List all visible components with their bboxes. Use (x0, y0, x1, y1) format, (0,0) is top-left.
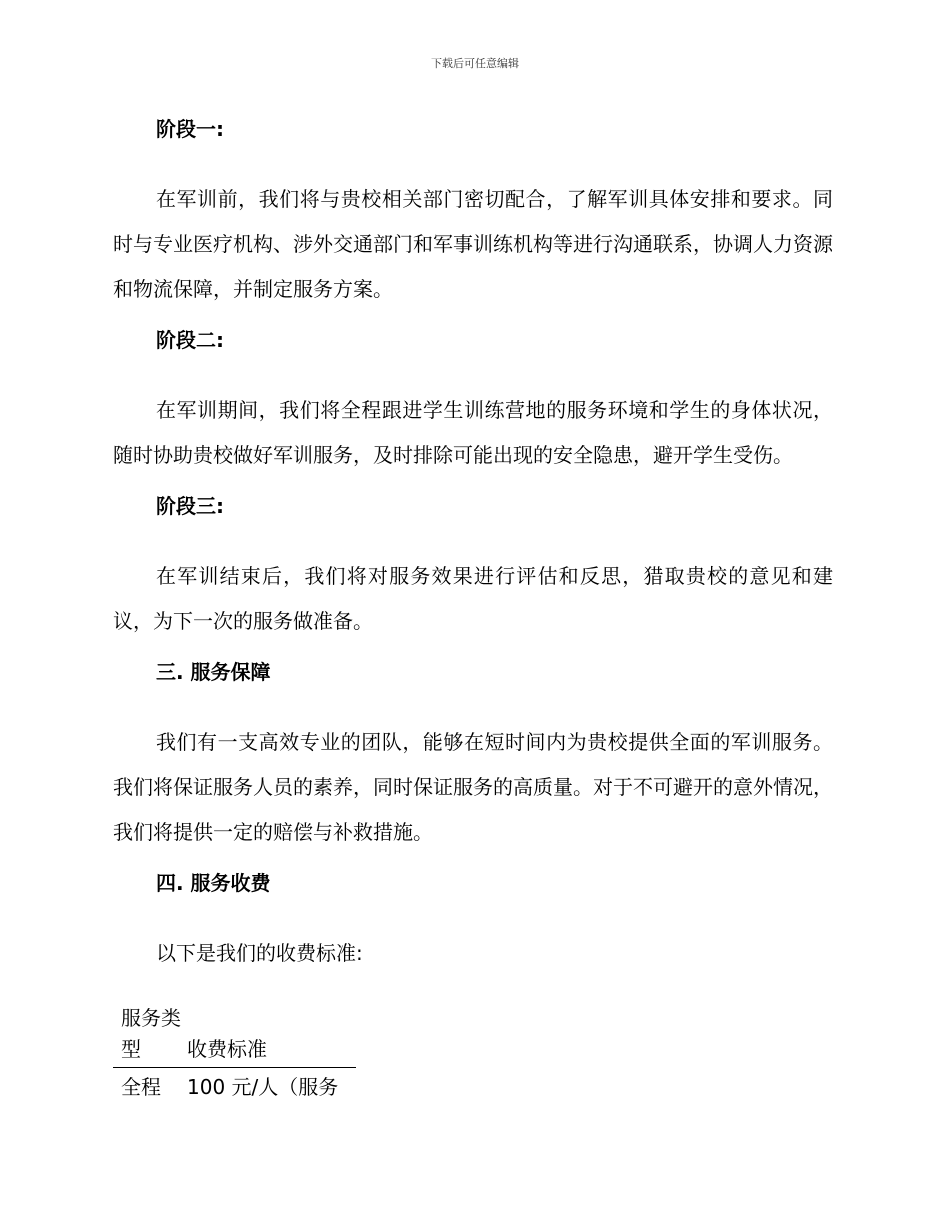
fee-table-header-service-type: 服务类型 (121, 1006, 181, 1061)
paragraph-stage-2: 在军训期间，我们将全程跟进学生训练营地的服务环境和学生的身体状况，随时协助贵校做好军训服务，及时排除可能出现的安全隐患，避开学生受伤。 (113, 398, 833, 467)
paragraph-service-guarantee: 我们有一支高效专业的团队，能够在短时间内为贵校提供全面的军训服务。我们将保证服务人员的素养，同时保证服务的高质量。对于不可避开的意外情况，我们将提供一定的赔偿与补救措施。 (113, 730, 833, 844)
fee-table-header (113, 1003, 356, 1068)
paragraph-stage-3: 在军训结束后，我们将对服务效果进行评估和反思，猎取贵校的意见和建议，为下一次的服务做准备。 (113, 564, 833, 633)
fee-table-header-fee-standard-text: 收费标准 (187, 1037, 267, 1061)
section-heading-service-guarantee: 三. 服务保障 (156, 660, 271, 684)
section-heading-stage-1: 阶段一: (156, 117, 224, 141)
fee-table-cell-service: 全程 (121, 1075, 161, 1099)
header-note: 下载后可任意编辑 (431, 57, 519, 70)
section-heading-stage-3: 阶段三: (156, 494, 224, 518)
fee-table-header-fee-standard (187, 1003, 356, 1065)
document-body (113, 114, 833, 989)
section-heading-stage-2: 阶段二: (156, 328, 224, 352)
fee-table-cell-fee: 100 元/人（服务 (187, 1075, 339, 1099)
table-row (113, 1068, 356, 1103)
section-heading-service-fees: 四. 服务收费 (156, 871, 271, 895)
paragraph-fee-intro: 以下是我们的收费标准: (156, 941, 363, 965)
paragraph-stage-1: 在军训前，我们将与贵校相关部门密切配合，了解军训具体安排和要求。同时与专业医疗机构、涉外交通部门和军事训练机构等进行沟通联系，协调人力资源和物流保障，并制定服务方案。 (113, 187, 833, 301)
fee-table (113, 1003, 356, 1103)
